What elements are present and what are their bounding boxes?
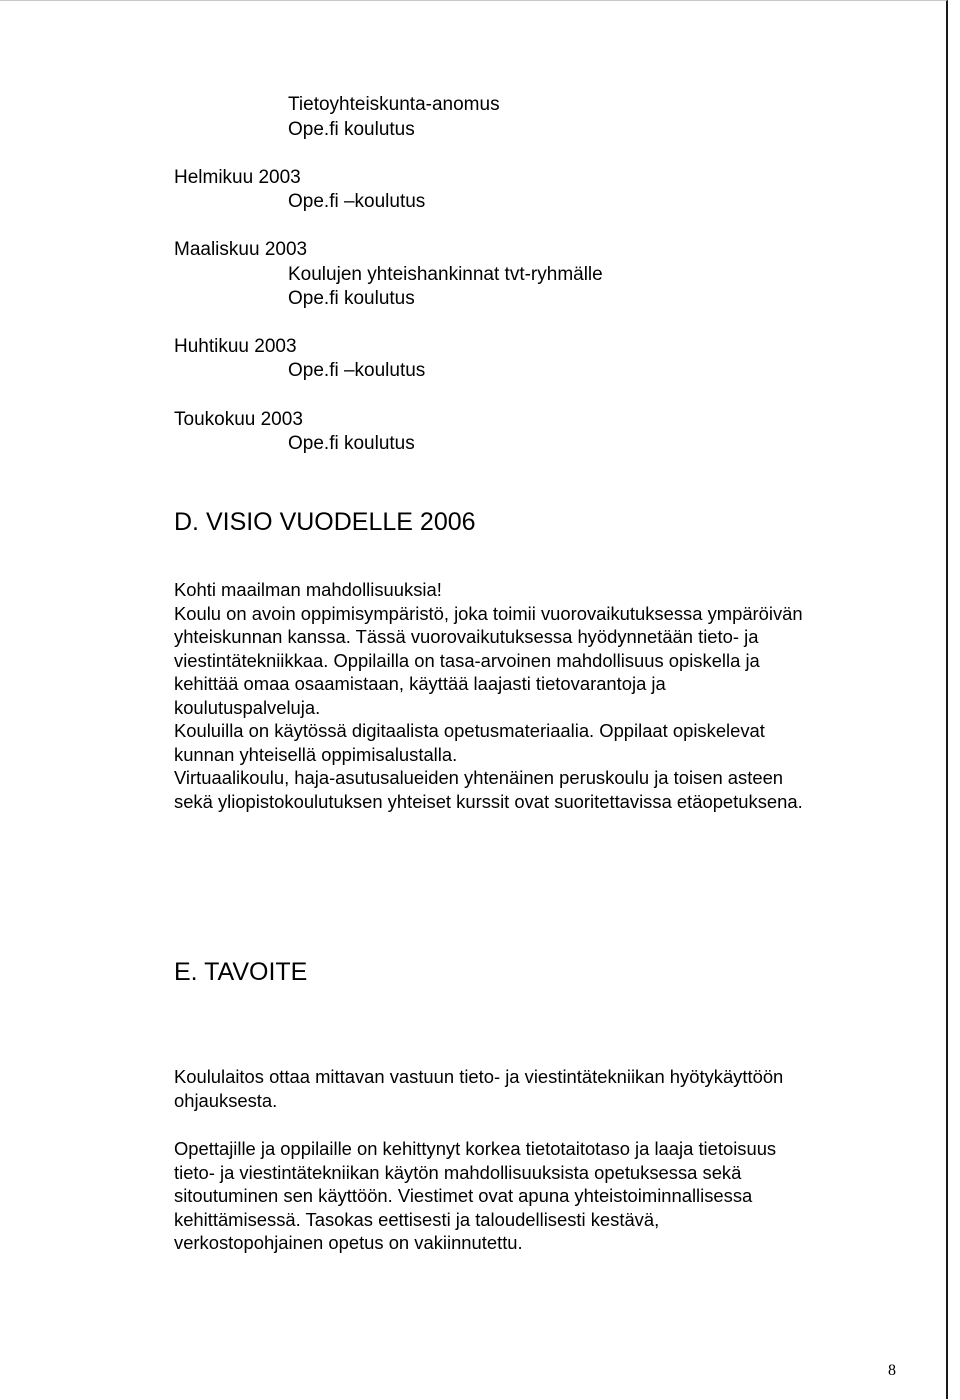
schedule-item: Ope.fi –koulutus	[288, 360, 426, 381]
section-e-line: ohjauksesta.	[174, 1089, 278, 1111]
schedule-month: Helmikuu 2003	[174, 167, 301, 188]
section-d-line: Kouluilla on käytössä digitaalista opetusmateriaalia. Oppilaat opiskelevat	[174, 720, 765, 741]
section-e-heading: E. TAVOITE	[174, 958, 308, 986]
schedule-month: Huhtikuu 2003	[174, 336, 297, 357]
schedule-item: Koulujen yhteishankinnat tvt-ryhmälle	[288, 264, 603, 285]
schedule-item: Ope.fi –koulutus	[288, 191, 426, 212]
section-d-line: kunnan yhteisellä oppimisalustalla.	[174, 743, 458, 765]
section-d-line: kehittää omaa osaamistaan, käyttää laajasti tietovarantoja ja	[174, 673, 666, 694]
section-e-line: Opettajille ja oppilaille on kehittynyt korkea tietotaitotaso ja laaja tietoisuus	[174, 1138, 777, 1159]
schedule-intro-line: Ope.fi koulutus	[288, 119, 415, 140]
schedule-month: Toukokuu 2003	[174, 409, 303, 430]
section-d-line: viestintätekniikkaa. Oppilailla on tasa-arvoinen mahdollisuus opiskella ja	[174, 649, 760, 671]
section-d-line: Virtuaalikoulu, haja-asutusalueiden yhtenäinen peruskoulu ja toisen asteen	[174, 767, 784, 788]
section-d-line: Koulu on avoin oppimisympäristö, joka toimii vuorovaikutuksessa ympäröivän	[174, 602, 803, 624]
schedule-intro-line: Tietoyhteiskunta-anomus	[288, 94, 500, 115]
section-d-line: Kohti maailman mahdollisuuksia!	[174, 579, 442, 600]
schedule-item: Ope.fi koulutus	[288, 288, 415, 309]
section-e-line: Koululaitos ottaa mittavan vastuun tieto- ja viestintätekniikan hyötykäyttöön	[174, 1066, 784, 1087]
schedule-month: Maaliskuu 2003	[174, 239, 308, 260]
section-e-line: tieto- ja viestintätekniikan käytön mahdollisuuksista opetuksessa sekä	[174, 1161, 742, 1183]
page-number: 8	[888, 1362, 896, 1379]
schedule-item: Ope.fi koulutus	[288, 433, 415, 454]
section-d-line: koulutuspalveluja.	[174, 696, 321, 718]
section-d-line: sekä yliopistokoulutuksen yhteiset kurssit ovat suoritettavissa etäopetuksena.	[174, 790, 803, 812]
section-d-heading: D. VISIO VUODELLE 2006	[174, 508, 476, 536]
section-d-line: yhteiskunnan kanssa. Tässä vuorovaikutuksessa hyödynnetään tieto- ja	[174, 626, 759, 647]
section-d-body	[174, 578, 874, 813]
section-e-paragraph-1	[174, 1065, 874, 1112]
section-e-line: verkostopohjainen opetus on vakiinnutettu.	[174, 1232, 523, 1253]
section-e-line: sitoutuminen sen käyttöön. Viestimet ovat apuna yhteistoiminnallisessa	[174, 1185, 753, 1206]
section-e-paragraph-2	[174, 1137, 874, 1255]
section-e-line: kehittämisessä. Tasokas eettisesti ja taloudellisesti kestävä,	[174, 1208, 660, 1230]
